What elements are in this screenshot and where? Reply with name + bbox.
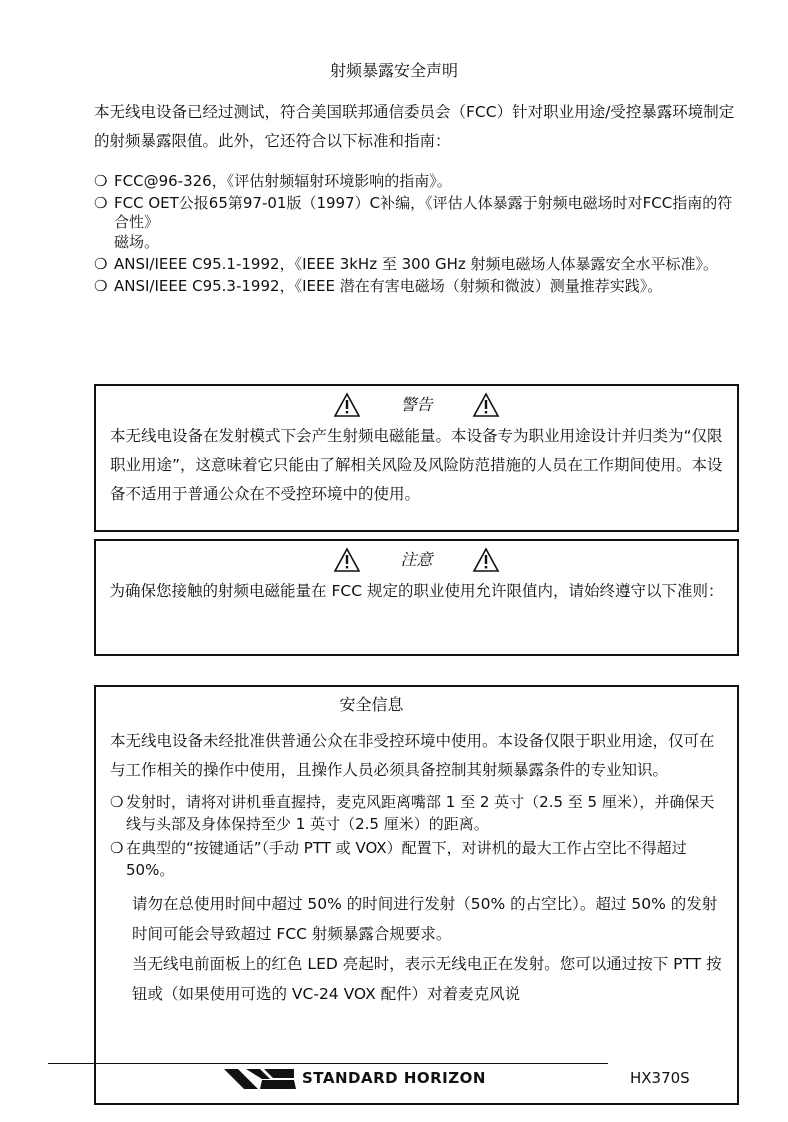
warning-header — [96, 386, 737, 422]
warning-text: 本无线电设备在发射模式下会产生射频电磁能量。本设备专为职业用途设计并归类为“仅限职业用途”，这意味着它只能由了解相关风险及风险防范措施的人员在工作期间使用。本设备不适用于普通公众在不受控环境中的使用。 — [110, 427, 723, 503]
list-item-text: FCC OET公报65第97-01版（1997）C补编，《评估人体暴露于射频电磁场时对FCC指南的符合性》 — [114, 194, 733, 231]
bullet-circle-icon: ❍ — [94, 172, 108, 190]
list-item — [94, 194, 746, 232]
intro-paragraph: 本无线电设备已经过测试，符合美国联邦通信委员会（FCC）针对职业用途/受控暴露环境制定的射频暴露限值。此外，它还符合以下标准和指南： — [94, 103, 735, 150]
safety-info-box — [94, 685, 739, 1105]
bullet-circle-icon: ❍ — [94, 194, 108, 212]
list-item — [110, 791, 725, 835]
list-item-text: ANSI/IEEE C95.1-1992，《IEEE 3kHz 至 300 GHz 射频电磁场人体暴露安全水平标准》。 — [114, 255, 719, 273]
brand-name: STANDARD HORIZON — [302, 1069, 486, 1087]
warning-label: 警告 — [400, 394, 433, 414]
led-paragraph: 当无线电前面板上的红色 LED 亮起时，表示无线电正在发射。您可以通过按下 PTT 按钮或（如果使用可选的 VC-24 VOX 配件）对着麦克风说 — [132, 955, 722, 1003]
duty-cycle-paragraph: 请勿在总使用时间中超过 50% 的时间进行发射（50% 的占空比）。超过 50% 的发射时间可能会导致超过 FCC 射频暴露合规要求。 — [132, 895, 718, 943]
safety-title: 安全信息 — [339, 695, 404, 714]
safety-text: 本无线电设备未经批准供普通公众在非受控环境中使用。本设备仅限于职业用途，仅可在与工作相关的操作中使用，且操作人员必须具备控制其射频暴露条件的专业知识。 — [110, 732, 715, 779]
list-item — [110, 837, 725, 881]
list-item — [94, 277, 746, 296]
list-item-text: 发射时，请将对讲机垂直握持，麦克风距离嘴部 1 至 2 英寸（2.5 至 5 厘米），并确保天线与头部及身体保持至少 1 英寸（2.5 厘米）的距离。 — [126, 793, 715, 833]
model-number: HX370S — [630, 1069, 690, 1087]
bullet-circle-icon: ❍ — [110, 839, 124, 857]
footer-divider — [48, 1063, 608, 1064]
page-title: 射频暴露安全声明 — [329, 61, 458, 80]
list-item — [94, 172, 746, 191]
list-item — [94, 255, 746, 274]
warning-box — [94, 384, 739, 532]
standard-horizon-logo-icon — [224, 1066, 296, 1092]
caution-label: 注意 — [400, 549, 433, 569]
bullet-circle-icon: ❍ — [94, 277, 108, 295]
bullet-circle-icon: ❍ — [110, 793, 124, 811]
warning-triangle-icon — [333, 392, 361, 418]
caution-header — [96, 541, 737, 577]
caution-box — [94, 539, 739, 656]
list-item-text: FCC@96-326，《评估射频辐射环境影响的指南》。 — [114, 172, 452, 190]
list-item-text: ANSI/IEEE C95.3-1992，《IEEE 潜在有害电磁场（射频和微波）测量推荐实践》。 — [114, 277, 663, 295]
warning-triangle-icon — [472, 392, 500, 418]
list-item-extra-text: 磁场。 — [114, 233, 160, 251]
warning-triangle-icon — [333, 547, 361, 573]
warning-triangle-icon — [472, 547, 500, 573]
caution-text: 为确保您接触的射频电磁能量在 FCC 规定的职业使用允许限值内，请始终遵守以下准则： — [109, 582, 724, 600]
bullet-circle-icon: ❍ — [94, 255, 108, 273]
standards-list — [94, 172, 746, 299]
safety-list — [96, 791, 737, 881]
list-item-text: 在典型的“按键通话”（手动 PTT 或 VOX）配置下，对讲机的最大工作占空比不得超过 50%。 — [126, 839, 687, 879]
